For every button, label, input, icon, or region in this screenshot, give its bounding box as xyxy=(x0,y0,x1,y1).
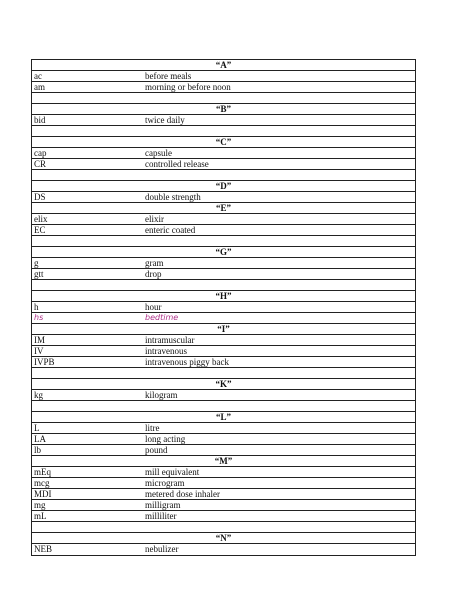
blank-row xyxy=(32,401,415,412)
abbreviation-cell: elix xyxy=(34,214,48,224)
abbreviation-cell: IV xyxy=(34,346,44,356)
blank-row xyxy=(32,280,415,291)
section-header: “L” xyxy=(32,412,415,423)
blank-row xyxy=(32,236,415,247)
table-row xyxy=(32,346,415,357)
abbreviation-cell: MDI xyxy=(34,489,52,499)
meaning-cell: milligram xyxy=(145,500,181,510)
table-row xyxy=(32,159,415,170)
table-row xyxy=(32,544,415,555)
meaning-cell: pound xyxy=(145,445,168,455)
table-row xyxy=(32,269,415,280)
table-row xyxy=(32,71,415,82)
abbreviation-cell: bid xyxy=(34,115,46,125)
abbreviation-cell: mcg xyxy=(34,478,50,488)
meaning-cell: mill equivalent xyxy=(145,467,200,477)
abbreviation-cell: ac xyxy=(34,71,42,81)
abbreviation-cell: IVPB xyxy=(34,357,55,367)
meaning-cell: nebulizer xyxy=(145,544,179,554)
blank-row xyxy=(32,126,415,137)
meaning-cell: capsule xyxy=(145,148,172,158)
table-row xyxy=(32,467,415,478)
meaning-cell: morning or before noon xyxy=(145,82,231,92)
section-header: “B” xyxy=(32,104,415,115)
abbreviation-cell: lb xyxy=(34,445,42,455)
table-row xyxy=(32,82,415,93)
abbreviation-cell: mL xyxy=(34,511,47,521)
meaning-cell: intravenous xyxy=(145,346,187,356)
table-row xyxy=(32,390,415,401)
meaning-cell: bedtime xyxy=(145,313,179,322)
abbreviation-cell: gtt xyxy=(34,269,44,279)
abbreviation-cell: mg xyxy=(34,500,46,510)
meaning-cell: long acting xyxy=(145,434,186,444)
meaning-cell: milliliter xyxy=(145,511,177,521)
meaning-cell: hour xyxy=(145,302,162,312)
meaning-cell: metered dose inhaler xyxy=(145,489,220,499)
section-header: “H” xyxy=(32,291,415,302)
meaning-cell: enteric coated xyxy=(145,225,196,235)
table-row xyxy=(32,313,415,324)
table-row xyxy=(32,214,415,225)
abbreviation-cell: EC xyxy=(34,225,46,235)
table-row xyxy=(32,423,415,434)
section-header: “K” xyxy=(32,379,415,390)
blank-row xyxy=(32,522,415,533)
table-row xyxy=(32,192,415,203)
meaning-cell: controlled release xyxy=(145,159,209,169)
abbreviation-cell: LA xyxy=(34,434,46,444)
table-row xyxy=(32,258,415,269)
meaning-cell: gram xyxy=(145,258,164,268)
abbreviation-cell: DS xyxy=(34,192,46,202)
abbreviation-cell: h xyxy=(34,302,39,312)
abbreviation-cell: hs xyxy=(34,313,44,322)
blank-row xyxy=(32,93,415,104)
table-row xyxy=(32,434,415,445)
abbreviation-cell: CR xyxy=(34,159,47,169)
meaning-cell: litre xyxy=(145,423,160,433)
meaning-cell: double strength xyxy=(145,192,201,202)
table-row xyxy=(32,302,415,313)
blank-row xyxy=(32,368,415,379)
table-row xyxy=(32,489,415,500)
section-header: “I” xyxy=(32,324,415,335)
table-row xyxy=(32,500,415,511)
section-header: “A” xyxy=(32,60,415,71)
table-row xyxy=(32,225,415,236)
meaning-cell: drop xyxy=(145,269,162,279)
table-row xyxy=(32,445,415,456)
abbreviation-cell: am xyxy=(34,82,45,92)
meaning-cell: kilogram xyxy=(145,390,178,400)
meaning-cell: before meals xyxy=(145,71,192,81)
abbreviation-cell: L xyxy=(34,423,40,433)
table-row xyxy=(32,335,415,346)
table-row xyxy=(32,115,415,126)
meaning-cell: intravenous piggy back xyxy=(145,357,229,367)
abbreviation-cell: cap xyxy=(34,148,47,158)
section-header: “E” xyxy=(32,203,415,214)
table-row xyxy=(32,357,415,368)
abbreviation-cell: mEq xyxy=(34,467,51,477)
meaning-cell: twice daily xyxy=(145,115,185,125)
meaning-cell: microgram xyxy=(145,478,185,488)
section-header: “M” xyxy=(32,456,415,467)
section-header: “G” xyxy=(32,247,415,258)
table-row xyxy=(32,478,415,489)
section-header: “C” xyxy=(32,137,415,148)
meaning-cell: intramuscular xyxy=(145,335,195,345)
table-row xyxy=(32,511,415,522)
meaning-cell: elixir xyxy=(145,214,164,224)
table-row xyxy=(32,148,415,159)
abbreviation-cell: kg xyxy=(34,390,43,400)
section-header: “N” xyxy=(32,533,415,544)
blank-row xyxy=(32,170,415,181)
section-header: “D” xyxy=(32,181,415,192)
abbreviation-cell: NEB xyxy=(34,544,52,554)
abbreviation-table xyxy=(31,59,416,556)
abbreviation-cell: g xyxy=(34,258,39,268)
abbreviation-cell: IM xyxy=(34,335,45,345)
